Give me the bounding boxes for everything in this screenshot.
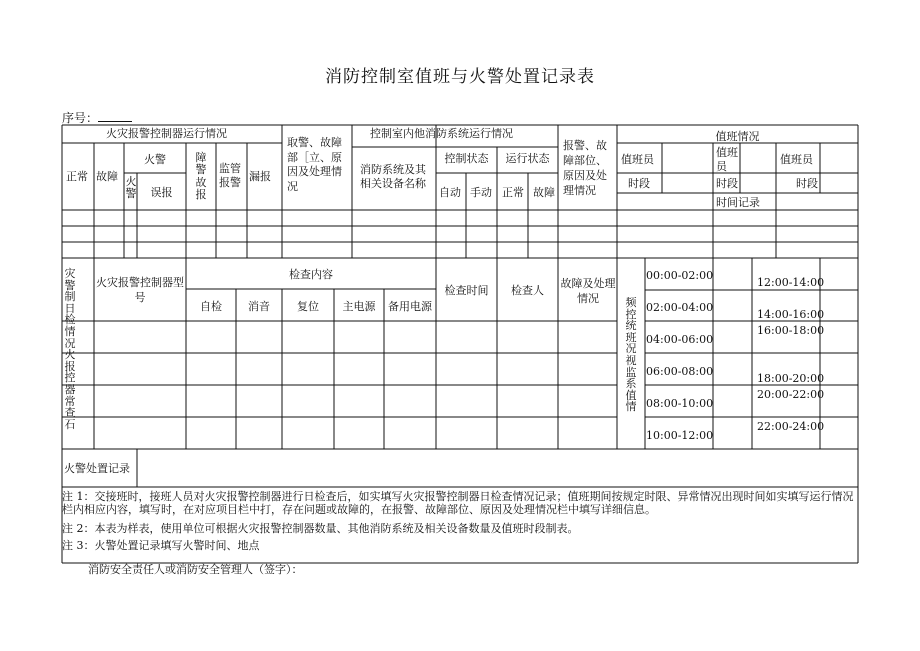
time-slot-left: 00:00-02:00 bbox=[646, 269, 714, 282]
fault-header: 故障 bbox=[96, 170, 118, 183]
duty-status-header: 值班情况 bbox=[715, 130, 760, 143]
period-2: 时段 bbox=[716, 177, 738, 190]
fault-handling-header: 故障及处理情况 bbox=[560, 277, 616, 305]
reset-header: 复位 bbox=[297, 300, 319, 313]
system-name-header: 消防系统及其相关设备名称 bbox=[360, 163, 426, 190]
duty-person-1: 值班员 bbox=[621, 153, 654, 166]
missed-report-header: 漏报 bbox=[249, 170, 271, 183]
manual-header: 手动 bbox=[470, 186, 492, 199]
check-content-header: 检查内容 bbox=[289, 268, 333, 281]
supervise-alarm-header: 监管报警 bbox=[219, 162, 241, 189]
other-systems-header: 控制室内他消防系统运行情况 bbox=[370, 127, 513, 140]
time-record-label: 时间记录 bbox=[716, 196, 760, 209]
time-slot-left: 04:00-06:00 bbox=[646, 333, 714, 346]
time-slot-right: 14:00-16:00 bbox=[757, 308, 825, 321]
control-state-header: 控制状态 bbox=[444, 152, 489, 165]
note-2: 注 2：本表为样表，使用单位可根据火灾报警控制器数量、其他消防系统及相关设备数量及值班时段制表。 bbox=[62, 522, 579, 535]
self-check-header: 自检 bbox=[200, 300, 222, 313]
fire-alarm-header: 火警 bbox=[125, 175, 137, 200]
main-power-header: 主电源 bbox=[342, 300, 376, 313]
time-slot-left: 08:00-10:00 bbox=[646, 397, 714, 410]
period-1: 时段 bbox=[628, 177, 650, 190]
alarm-fault-detail-header: 报警、故障部位、原因及处理情况 bbox=[563, 139, 607, 197]
time-slot-left: 06:00-08:00 bbox=[646, 365, 714, 378]
fault-alarm-header: 障警故报 bbox=[195, 151, 207, 202]
check-time-header: 检查时间 bbox=[444, 284, 489, 297]
note-1: 注 1：交接班时，接班人员对火灾报警控制器进行日检查后，如实填写火灾报警控制器日检查情况记录；值班期间按规定时限、异常情况出现时间如实填写运行情况栏内相应内容，填写时，在对应项目栏中打，存在问题或故障的，在报警、故障部位、原因及处理情况栏中填写详细信息。 bbox=[62, 490, 854, 516]
fire-alarm-status-header: 火灾报警控制器运行情况 bbox=[106, 127, 227, 140]
false-alarm-header: 误报 bbox=[150, 186, 173, 199]
signature-label: 消防安全责任人或消防安全管理人（签字）： bbox=[88, 563, 303, 576]
time-slot-right: 12:00-14:00 bbox=[757, 276, 825, 289]
time-slot-right: 22:00-24:00 bbox=[757, 420, 825, 433]
run-state-header: 运行状态 bbox=[505, 152, 550, 165]
period-3: 时段 bbox=[796, 177, 818, 190]
auto-header: 自动 bbox=[439, 186, 461, 199]
duty-person-3: 值班员 bbox=[780, 153, 813, 166]
daily-check-side-label: 灾警制日检情况火报控器常查石 bbox=[64, 267, 76, 431]
time-slot-right: 18:00-20:00 bbox=[757, 372, 825, 385]
run-normal-header: 正常 bbox=[502, 186, 524, 199]
confirm-fault-header: 取警、故障部［立、原因及处理情况 bbox=[287, 136, 342, 193]
inspector-header: 检查人 bbox=[511, 284, 544, 297]
duty-person-2: 值班员 bbox=[716, 146, 738, 173]
fire-record-label: 火警处置记录 bbox=[64, 462, 130, 475]
time-slot-left: 02:00-04:00 bbox=[646, 301, 714, 314]
note-3: 注 3：火警处置记录填写火警时间、地点 bbox=[62, 539, 260, 552]
controller-model-header: 火灾报警控制器型号 bbox=[96, 276, 184, 304]
video-monitor-side-label: 频控统班况视监系值情 bbox=[625, 296, 637, 414]
serial-number-label: 序号： bbox=[62, 109, 132, 126]
time-slot-right: 20:00-22:00 bbox=[757, 388, 825, 401]
run-fault-header: 故障 bbox=[533, 186, 555, 199]
time-slot-left: 10:00-12:00 bbox=[646, 429, 714, 442]
backup-power-header: 备用电源 bbox=[388, 300, 432, 313]
alarm-header: 火警 bbox=[144, 153, 166, 166]
silence-header: 消音 bbox=[248, 300, 270, 313]
normal-header: 正常 bbox=[66, 170, 88, 183]
time-slot-right: 16:00-18:00 bbox=[757, 324, 825, 337]
page-title: 消防控制室值班与火警处置记录表 bbox=[325, 67, 595, 87]
